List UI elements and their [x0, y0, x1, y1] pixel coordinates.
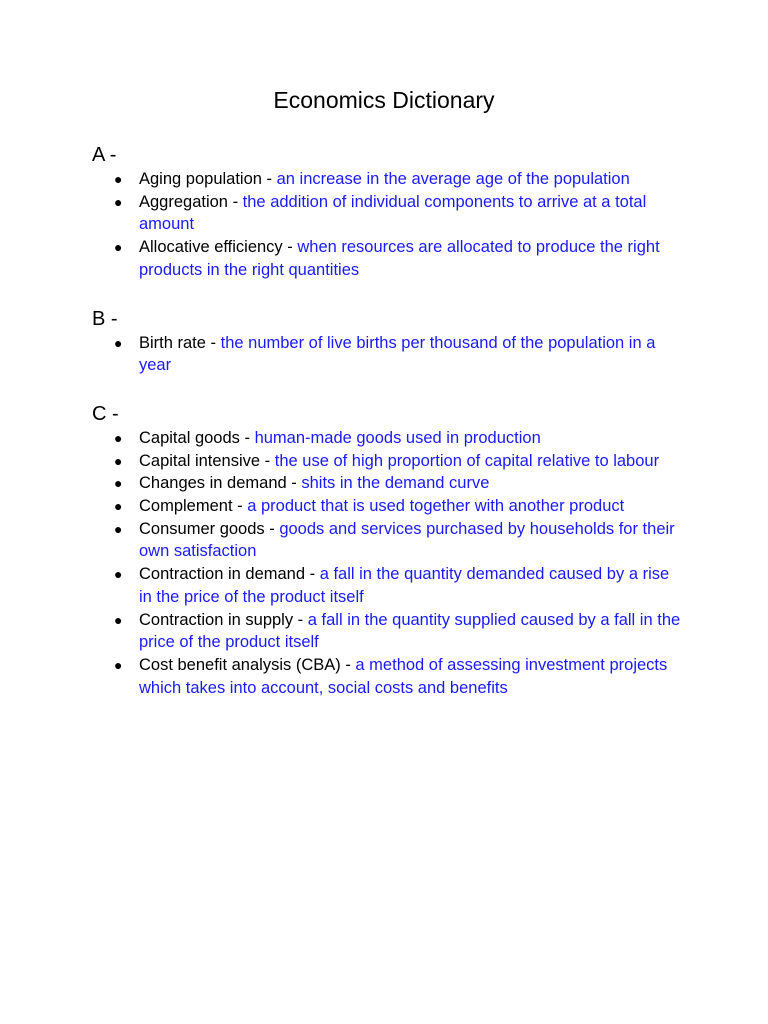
list-item: ● Contraction in demand - a fall in the quantity demanded caused by a rise in the price of the product itself: [114, 565, 670, 606]
entry-definition: a fall in the quantity demanded caused by a rise in the price of the product itself: [139, 565, 670, 606]
entry-definition: the use of high proportion of capital relative to labour: [274, 451, 660, 470]
list-item: ● Complement - a product that is used together with another product: [92, 495, 682, 518]
bullet-icon: ●: [114, 429, 123, 446]
dictionary-sections: [92, 142, 682, 723]
entry-term: Consumer goods: [139, 519, 265, 538]
entry-definition: the number of live births per thousand of the population in a year: [139, 333, 656, 375]
list-item: ● Birth rate - the number of live births per thousand of the population in a year: [114, 333, 656, 375]
entry-definition: the addition of individual components to arrive at a total amount: [139, 192, 647, 234]
list-item: ● Changes in demand - shits in the demand curve: [92, 472, 682, 495]
entry-term: Capital goods: [139, 428, 240, 447]
list-item: ● Aging population - an increase in the average age of the population: [92, 168, 682, 191]
bullet-icon: ●: [114, 193, 123, 210]
entry-definition: when resources are allocated to produce the right products in the right quantities: [139, 238, 660, 279]
section-letter: C -: [92, 402, 119, 425]
entry-term: Contraction in supply: [139, 610, 294, 629]
bullet-icon: ●: [114, 656, 123, 673]
section-a: [92, 142, 682, 282]
entry-definition: a method of assessing investment projects which takes into account, social costs and benefits: [139, 655, 668, 697]
entry-term: Aging population: [139, 170, 262, 188]
list-item: ● Aggregation - the addition of individual components to arrive at a total amount: [114, 192, 647, 234]
section-c: [92, 401, 682, 699]
bullet-icon: ●: [114, 566, 123, 583]
bullet-icon: ●: [114, 611, 123, 628]
page-title: Economics Dictionary: [273, 87, 495, 113]
entry-list: [92, 168, 682, 282]
entry-list: [92, 427, 682, 699]
list-item: ● Contraction in supply - a fall in the quantity supplied caused by a fall in the price of the product itself: [114, 610, 681, 652]
entry-definition: a fall in the quantity supplied caused by a fall in the price of the product itself: [139, 610, 681, 652]
entry-term: Cost benefit analysis (CBA): [139, 655, 341, 674]
bullet-icon: ●: [114, 498, 123, 515]
entry-term: Allocative efficiency: [139, 238, 283, 257]
entry-term: Complement: [139, 497, 233, 516]
entry-term: Capital intensive: [139, 451, 261, 470]
bullet-icon: ●: [114, 171, 123, 187]
entry-definition: an increase in the average age of the population: [276, 170, 630, 188]
list-item: ● Allocative efficiency - when resources are allocated to produce the right products in the right quantities: [114, 238, 660, 279]
section-letter: B -: [92, 307, 118, 330]
section-b: [92, 306, 682, 377]
list-item: ● Capital goods - human-made goods used in production: [92, 427, 682, 450]
list-item: ● Cost benefit analysis (CBA) - a method of assessing investment projects which takes into account, social costs and benefits: [114, 655, 668, 697]
entry-term: Aggregation: [139, 192, 228, 211]
entry-term: Birth rate: [139, 333, 206, 352]
section-letter: A -: [92, 144, 117, 166]
entry-list: [92, 332, 682, 377]
bullet-icon: ●: [114, 475, 123, 492]
list-item: ● Capital intensive - the use of high proportion of capital relative to labour: [92, 450, 682, 473]
entry-definition: goods and services purchased by households for their own satisfaction: [139, 519, 675, 561]
entry-term: Changes in demand: [139, 474, 287, 493]
entry-definition: human-made goods used in production: [254, 428, 541, 447]
entry-definition: shits in the demand curve: [301, 474, 490, 493]
bullet-icon: ●: [114, 520, 123, 537]
bullet-icon: ●: [114, 334, 123, 351]
entry-term: Contraction in demand: [139, 565, 306, 584]
bullet-icon: ●: [114, 239, 123, 256]
entry-definition: a product that is used together with another product: [247, 497, 625, 516]
list-item: ● Consumer goods - goods and services purchased by households for their own satisfaction: [114, 519, 675, 561]
bullet-icon: ●: [114, 452, 123, 469]
